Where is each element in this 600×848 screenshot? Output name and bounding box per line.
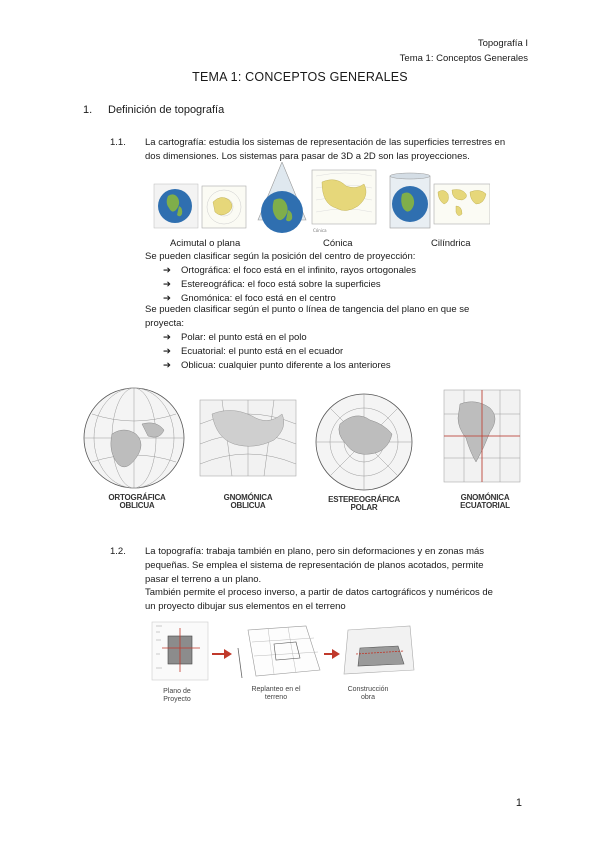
caption-line: Proyecto bbox=[163, 696, 191, 703]
cylindrical-globe-image bbox=[390, 173, 430, 228]
stereographic-polar-map bbox=[316, 394, 412, 490]
section-title: Definición de topografía bbox=[108, 104, 225, 116]
projection-surfaces-figure bbox=[150, 162, 490, 238]
svg-text:Cónica: Cónica bbox=[313, 228, 327, 233]
caption-field-stakeout bbox=[236, 686, 316, 702]
topography-line-2: pequeñas. Se emplea el sistema de representación de planos acotados, permite bbox=[145, 560, 484, 571]
caption-line: Replanteo en el bbox=[251, 686, 301, 693]
caption-construction bbox=[328, 686, 408, 702]
cylindrical-map-image bbox=[434, 184, 490, 224]
right-arrow-icon bbox=[324, 649, 340, 659]
bullet-text: Gnomónica: el foco está en el centro bbox=[181, 293, 336, 304]
document-title: TEMA 1: CONCEPTOS GENERALES bbox=[192, 70, 408, 84]
bullet-orthographic bbox=[163, 265, 416, 276]
arrow-icon: ➔ bbox=[163, 265, 171, 276]
caption-project-plan bbox=[146, 688, 208, 704]
bullet-stereographic bbox=[163, 279, 381, 290]
bullet-gnomonic bbox=[163, 293, 336, 304]
caption-line: terreno bbox=[264, 694, 288, 701]
orthographic-oblique-map bbox=[84, 388, 184, 488]
topography-line-4: También permite el proceso inverso, a partir de datos cartográficos y numéricos de bbox=[145, 587, 493, 598]
section-number: 1. bbox=[83, 104, 93, 116]
caption-line: obra bbox=[360, 694, 375, 701]
subsection-number-1-2: 1.2. bbox=[110, 546, 126, 557]
topography-line-3: pasar el terreno a un plano. bbox=[145, 574, 262, 585]
caption-line: ORTOGRÁFICA bbox=[108, 493, 166, 502]
cartography-line-1: La cartografía: estudia los sistemas de representación de las superficies terrestres en bbox=[145, 137, 506, 148]
classify-by-center-text: Se pueden clasificar según la posición del centro de proyección: bbox=[145, 251, 416, 262]
bullet-oblique bbox=[163, 360, 391, 371]
gnomonic-oblique-map bbox=[200, 400, 296, 476]
page-number: 1 bbox=[515, 797, 522, 809]
project-plan-image bbox=[152, 622, 208, 680]
gnomonic-equatorial-map bbox=[444, 390, 520, 482]
azimuthal-map-image bbox=[202, 186, 246, 228]
projection-types-figure bbox=[82, 384, 522, 496]
page-header bbox=[400, 36, 528, 66]
bullet-equatorial bbox=[163, 346, 343, 357]
caption-gnomonic-oblique bbox=[200, 494, 296, 510]
header-course: Topografía I bbox=[477, 38, 528, 49]
bullet-text: Ecuatorial: el punto está en el ecuador bbox=[181, 346, 344, 357]
arrow-icon: ➔ bbox=[163, 279, 171, 290]
classify-by-point-line-2: proyecta: bbox=[145, 318, 185, 329]
caption-line: OBLICUA bbox=[119, 501, 155, 510]
arrow-icon: ➔ bbox=[163, 346, 171, 357]
stakeout-process-figure bbox=[148, 618, 418, 684]
conic-map-image bbox=[312, 170, 376, 233]
caption-line: GNOMÓNICA bbox=[223, 493, 273, 502]
bullet-text: Estereográfica: el foco está sobre la superficies bbox=[181, 279, 381, 290]
conic-globe-image bbox=[258, 162, 306, 233]
caption-stereographic-polar bbox=[314, 496, 414, 512]
caption-line: GNOMÓNICA bbox=[460, 493, 510, 502]
caption-line: Plano de bbox=[163, 688, 191, 695]
azimuthal-globe-image bbox=[154, 184, 198, 228]
right-arrow-icon bbox=[212, 649, 232, 659]
header-topic: Tema 1: Conceptos Generales bbox=[399, 53, 528, 64]
cartography-line-2: dos dimensiones. Los sistemas para pasar de 3D a 2D son las proyecciones. bbox=[145, 151, 470, 162]
topography-line-1: La topografía: trabaja también en plano, pero sin deformaciones y en zonas más bbox=[145, 546, 485, 557]
bullet-text: Ortográfica: el foco está en el infinito, rayos ortogonales bbox=[181, 265, 416, 276]
arrow-icon: ➔ bbox=[163, 293, 171, 304]
classify-by-point-line-1: Se pueden clasificar según el punto o línea de tangencia del plano en que se bbox=[145, 304, 470, 315]
caption-line: POLAR bbox=[350, 503, 378, 512]
subsection-number-1-1: 1.1. bbox=[110, 137, 126, 148]
topography-line-5: un proyecto dibujar sus elementos en el terreno bbox=[145, 601, 346, 612]
caption-orthographic-oblique bbox=[87, 494, 187, 510]
caption-line: OBLICUA bbox=[230, 501, 266, 510]
arrow-icon: ➔ bbox=[163, 360, 171, 371]
bullet-polar bbox=[163, 332, 307, 343]
caption-line: ECUATORIAL bbox=[460, 501, 510, 510]
bullet-text: Polar: el punto está en el polo bbox=[181, 332, 307, 343]
arrow-icon: ➔ bbox=[163, 332, 171, 343]
caption-conic: Cónica bbox=[323, 238, 353, 249]
caption-gnomonic-equatorial bbox=[437, 494, 533, 510]
bullet-text: Oblicua: cualquier punto diferente a los anteriores bbox=[181, 360, 391, 371]
construction-work-image bbox=[344, 626, 414, 674]
field-stakeout-image bbox=[238, 626, 320, 678]
caption-azimuthal: Acimutal o plana bbox=[170, 238, 241, 249]
caption-line: Construcción bbox=[347, 686, 389, 693]
caption-cylindrical: Cilíndrica bbox=[431, 238, 471, 249]
caption-line: ESTEREOGRÁFICA bbox=[328, 495, 400, 504]
